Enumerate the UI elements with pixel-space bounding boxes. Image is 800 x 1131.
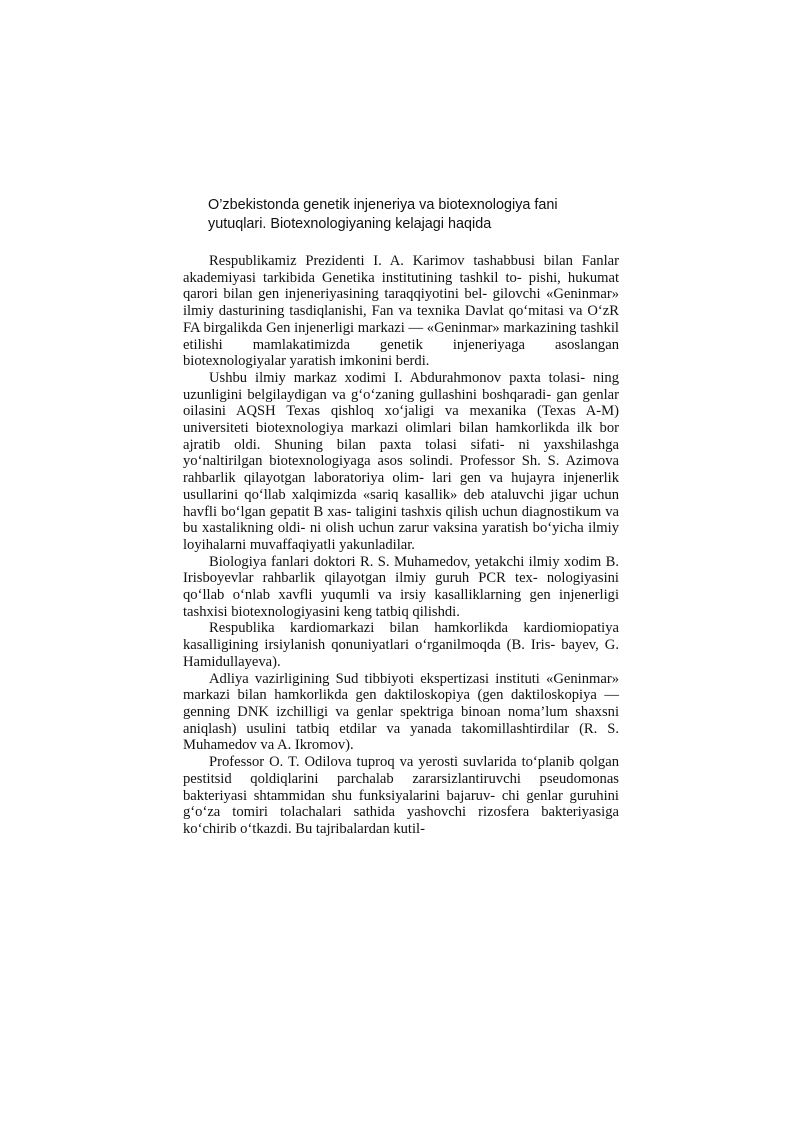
paragraph-1: Respublikamiz Prezidenti I. A. Karimov tashabbusi bilan Fanlar akademiyasi tarkibida Genetika institutining tashkil to- pishi, hukumat qarori bilan gen injeneriyasining taraqqiyotini bel- gilovchi «Geninmar» ilmiy dasturining tasdiqlanishi, Fan va texnika Davlat qo‘mitasi va O‘zR FA birgalikda Gen injenerligi markazi — «Geninmar» markazining tashkil etilishi mamlakatimizda genetik injeneriyaga asoslangan biotexnologiyalar yaratish imkonini berdi.: [183, 253, 619, 370]
document-page: [183, 196, 619, 838]
body-text: [183, 253, 619, 838]
heading-line-2: yutuqlari. Biotexnologiyaning kelajagi haqida: [208, 216, 492, 232]
section-heading: [208, 196, 608, 234]
paragraph-2: Ushbu ilmiy markaz xodimi I. Abdurahmonov paxta tolasi- ning uzunligini belgilaydigan va g‘o‘zaning gullashini boshqaradi- gan genlar oilasini AQSH Texas qishloq xo‘jaligi va mexanika (Texas A-M) universiteti biotexnologiya markazi olimlari bilan hamkorlikda ilk bor ajratib oldi. Shuning bilan paxta tolasi sifati- ni yaxshilashga yo‘naltirilgan biotexnologiyaga asos solindi. Professor Sh. S. Azimova rahbarlik qilayotgan laboratoriya olim- lari gen va hujayra injenerlik usullarini qo‘llab xalqimizda «sariq kasallik» deb ataluvchi jigar uchun havfli bo‘lgan gepatit B xas- taligini tashxis qilish uchun diagnostikum va bu xastalikning oldi- ni olish uchun zarur vaksina yaratish bo‘yicha ilmiy loyihalarni muvaffaqiyatli yakunladilar.: [183, 369, 619, 553]
paragraph-5: Adliya vazirligining Sud tibbiyoti ekspertizasi instituti «Geninmar» markazi bilan hamkorlikda gen daktiloskopiya (gen daktiloskopiya — genning DNK izchilligi va genlar spektriga binoan noma’lum shaxsni aniqlash) usulini tatbiq etdilar va yanada takomillashtirdilar (R. S. Muhamedov va A. Ikromov).: [183, 670, 619, 754]
heading-line-1: O’zbekistonda genetik injeneriya va biotexnologiya fani: [208, 197, 558, 213]
paragraph-3: Biologiya fanlari doktori R. S. Muhamedov, yetakchi ilmiy xodim B. Irisboyevlar rahbarlik qilayotgan ilmiy guruh PCR tex- nologiyasini qo‘llab o‘nlab xavfli yuqumli va irsiy kasalliklarning gen injenerligi tashxisi biotexnologiyasini keng tatbiq qilishdi.: [183, 553, 619, 620]
paragraph-6: Professor O. T. Odilova tuproq va yerosti suvlarida to‘planib qolgan pestitsid qoldiqlarini parchalab zararsizlantiruvchi pseudomonas bakteriyasi shtammidan shu funksiyalarini bajaruv- chi genlar guruhini g‘o‘za tomiri tolachalari sathida yashovchi rizosfera bakteriyasiga ko‘chirib o‘tkazdi. Bu tajribalardan kutil-: [183, 754, 619, 837]
paragraph-4: Respublika kardiomarkazi bilan hamkorlikda kardiomiopatiya kasalligining irsiylanish qonuniyatlari o‘rganilmoqda (B. Iris- bayev, G. Hamidullayeva).: [183, 620, 619, 670]
